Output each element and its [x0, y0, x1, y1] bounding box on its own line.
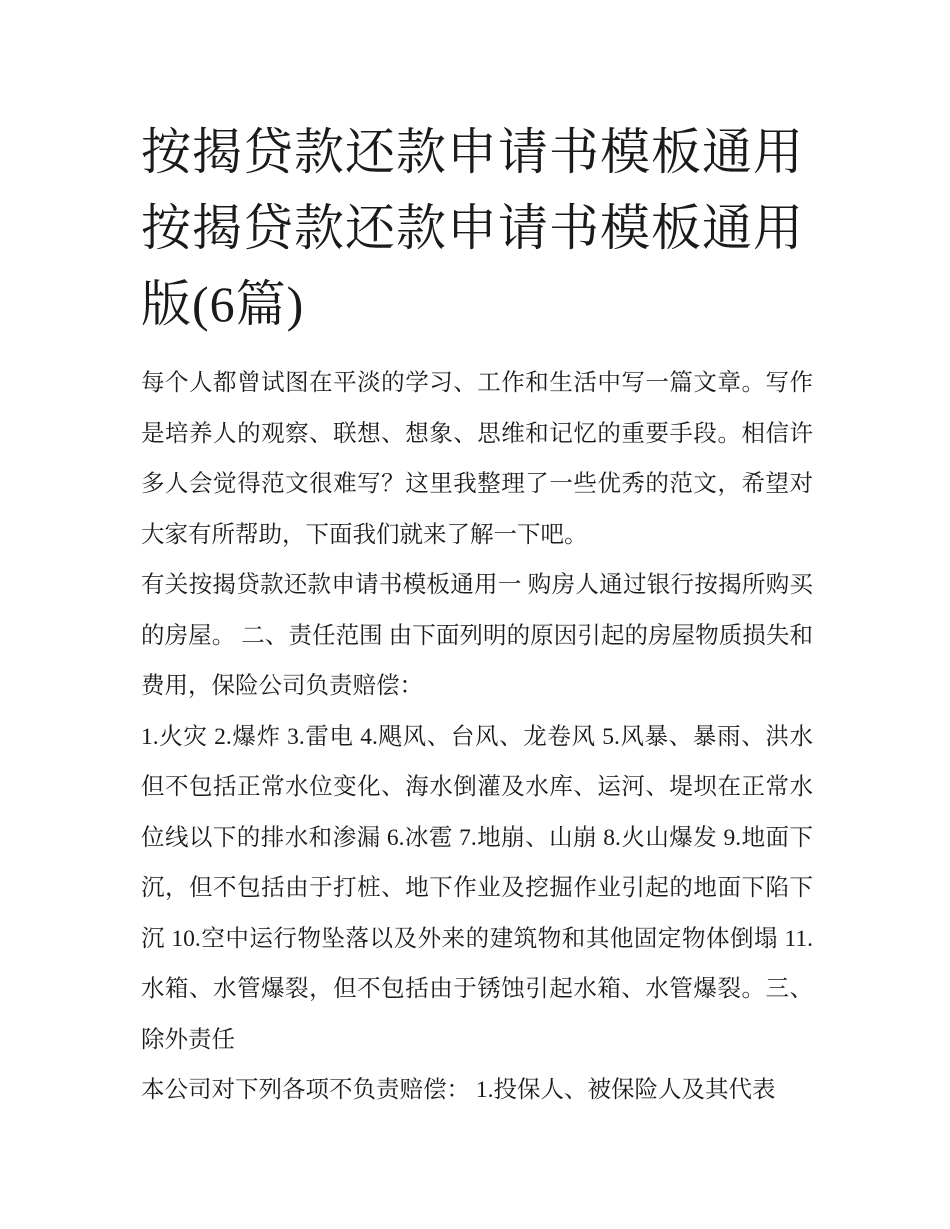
- document-title: 按揭贷款还款申请书模板通用按揭贷款还款申请书模板通用版(6篇): [141, 124, 804, 332]
- coverage-list-paragraph: 1.火灾 2.爆炸 3.雷电 4.飓风、台风、龙卷风 5.风暴、暴雨、洪水但不包括正常水位变化、海水倒灌及水库、运河、堤坝在正常水位线以下的排水和渗漏 6.冰雹 7.地崩、山崩 8.火山爆发 9.地面下沉，但不包括由于打桩、地下作业及挖掘作业引起的地面下陷下沉 10.空中运行物坠落以及外来的建筑物和其他固定物体倒塌 11.水箱、水管爆裂，但不包括由于锈蚀引起水箱、水管爆裂。三、除外责任: [141, 723, 813, 1053]
- section-one-paragraph: 有关按揭贷款还款申请书模板通用一 购房人通过银行按揭所购买的房屋。 二、责任范围 由下面列明的原因引起的房屋物质损失和费用，保险公司负责赔偿：: [141, 572, 813, 699]
- exclusions-paragraph: 本公司对下列各项不负责赔偿： 1.投保人、被保险人及其代表: [141, 1077, 776, 1103]
- intro-paragraph: 每个人都曾试图在平淡的学习、工作和生活中写一篇文章。写作是培养人的观察、联想、想象、思维和记忆的重要手段。相信许多人会觉得范文很难写？这里我整理了一些优秀的范文，希望对大家有所帮助，下面我们就来了解一下吧。: [141, 370, 813, 548]
- document-body: [141, 358, 813, 1116]
